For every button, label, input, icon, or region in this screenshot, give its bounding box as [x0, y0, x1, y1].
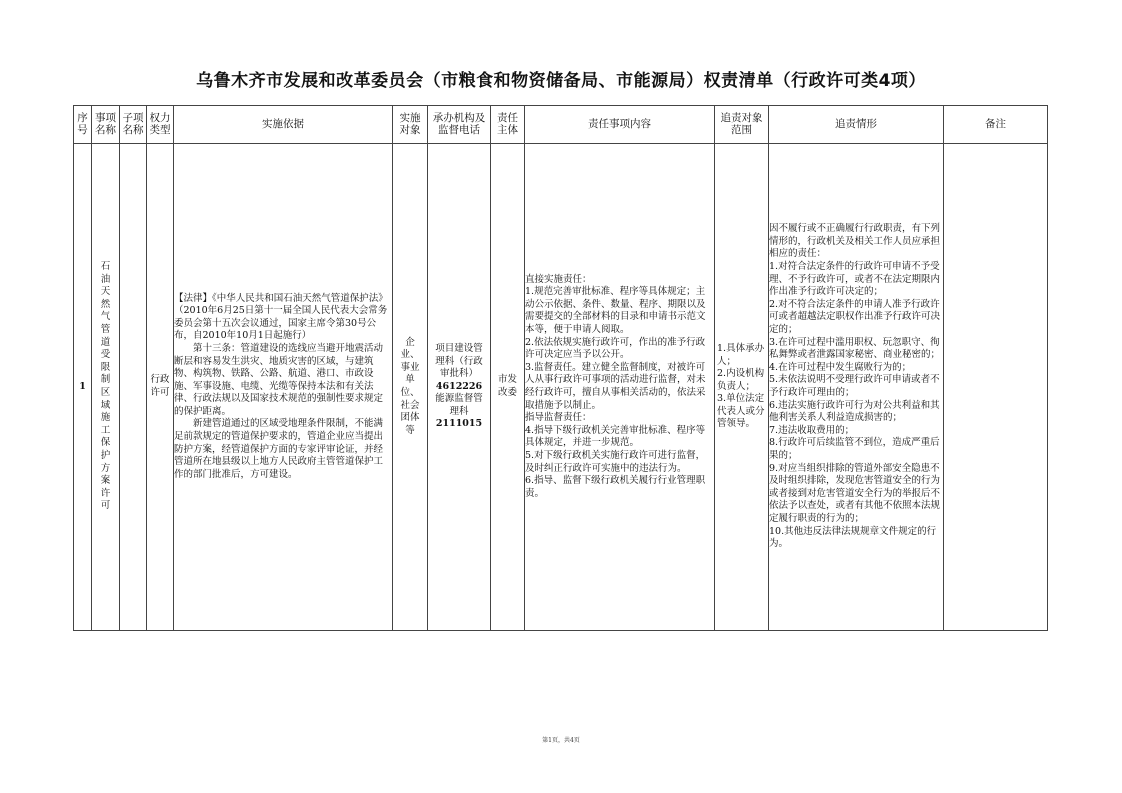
case-line: 6.违法实施行政许可行为对公共利益和其他利害关系人利益造成损害的；	[769, 399, 940, 424]
duty-line: 直接实施责任：	[525, 273, 592, 285]
header-item-name: 事项名称	[92, 106, 120, 144]
page-title: 乌鲁木齐市发展和改革委员会（市粮食和物资储备局、市能源局）权责清单（行政许可类4项）	[196, 71, 926, 91]
energy-office-name: 能源监督管理科	[435, 393, 483, 417]
cell-basis	[174, 144, 393, 631]
cell-duty-content	[525, 144, 715, 631]
duty-line: 指导监督责任：	[525, 412, 592, 424]
header-basis: 实施依据	[174, 106, 393, 144]
header-remarks: 备注	[944, 106, 1048, 144]
case-line: 10.其他违反法律法规规章文件规定的行为。	[769, 525, 937, 550]
header-accountability-scope: 追责对象范围	[715, 106, 769, 144]
cell-accountability-cases	[769, 144, 944, 631]
table-row	[74, 144, 1048, 631]
duty-line: 2.依法依规实施行政许可，作出的准予行政许可决定应当予以公开。	[525, 336, 706, 361]
cell-remarks	[944, 144, 1048, 631]
case-line: 因不履行或不正确履行行政职责，有下列情形的，行政机关及相关工作人员应承担相应的责任：	[769, 223, 941, 260]
header-sub-item-name: 子项名称	[120, 106, 147, 144]
header-accountability-cases: 追责情形	[769, 106, 944, 144]
scope-line: 3.单位法定代表人或分管领导。	[717, 393, 765, 430]
case-line: 5.未依法说明不受理行政许可申请或者不予行政许可理由的；	[769, 374, 940, 398]
case-line: 1.对符合法定条件的行政许可申请不予受理、不予行政许可，或者不在法定期限内作出准予行政许可决定的；	[769, 261, 941, 298]
cell-sub-item-name	[120, 144, 147, 631]
duty-line: 5.对下级行政机关实施行政许可进行监督，及时纠正行政许可实施中的违法行为。	[525, 449, 706, 474]
header-responsible-body: 责任主体	[491, 106, 525, 144]
case-line: 2.对不符合法定条件的申请人准予行政许可或者超越法定职权作出准予行政许可决定的；	[769, 298, 941, 336]
cell-office-phone	[428, 144, 491, 631]
cell-responsible-body: 市发改委	[491, 144, 525, 631]
basis-new-pipeline: 新建管道通过的区域受地理条件限制，不能满足前款规定的管道保护要求的，管道企业应当提出防护方案，经管道保护方面的专家评审论证，并经管道所在地县级以上地方人民政府主管管道保护工作的部门批准后，方可建设。	[174, 418, 384, 480]
header-duty-content: 责任事项内容	[525, 106, 715, 144]
case-line: 4.在许可过程中发生腐败行为的；	[769, 361, 912, 373]
scope-line: 1.具体承办人；	[717, 342, 765, 367]
cell-accountability-scope	[715, 144, 769, 631]
duty-line: 3.监督责任。建立健全监督制度，对被许可人从事行政许可事项的活动进行监督，对未经行政许可，擅自从事相关活动的，依法采取措施予以制止。	[525, 361, 706, 411]
duty-line: 4.指导下级行政机关完善审批标准、程序等具体规定，并进一步规范。	[525, 424, 706, 449]
case-line: 3.在许可过程中滥用职权、玩忽职守、徇私舞弊或者泄露国家秘密、商业秘密的；	[769, 336, 941, 361]
scope-line: 2.内设机构负责人；	[717, 368, 765, 392]
authority-list-table	[73, 105, 1048, 631]
cell-seq: 1	[74, 144, 92, 631]
basis-law: 【法律】《中华人民共和国石油天然气管道保护法》（2010年6月25日第十一届全国人民代表大会常务委员会第十五次会议通过，国家主席令第30号公布，自2010年10月1日起施行）	[174, 292, 388, 342]
office-name: 项目建设管理科（行政审批科）	[435, 342, 483, 380]
case-line: 9.对应当组织排除的管道外部安全隐患不及时组织排除，发现危害管道安全的行为或者接到对危害管道安全行为的举报后不依法予以查处，或者有其他不依照本法规定履行职责的行为的；	[769, 462, 941, 524]
header-target: 实施对象	[393, 106, 428, 144]
header-seq: 序号	[74, 106, 92, 144]
header-power-type: 权力类型	[147, 106, 174, 144]
cell-target: 企业、事业单位、社会团体等	[393, 144, 428, 631]
duty-line: 1.规范完善审批标准、程序等具体规定；主动公示依据、条件、数量、程序、期限以及需要提交的全部材料的目录和申请书示范文本等，便于申请人阅取。	[525, 286, 706, 336]
table-header-row	[74, 106, 1048, 144]
case-line: 8.行政许可后续监管不到位，造成严重后果的；	[769, 437, 940, 461]
office-phone: 4612226	[435, 380, 483, 392]
cell-item-name: 石油天然气管道受限制区域施工保护方案许可	[92, 144, 120, 631]
cell-power-type: 行政许可	[147, 144, 174, 631]
energy-office-phone: 2111015	[435, 418, 483, 430]
case-line: 7.违法收取费用的；	[769, 424, 855, 436]
basis-article-13: 第十三条：管道建设的选线应当避开地震活动断层和容易发生洪灾、地质灾害的区域，与建筑物、构筑物、铁路、公路、航道、港口、市政设施、军事设施、电缆、光缆等保持本法和有关法律、行政法规以及国家技术规范的强制性要求规定的保护距离。	[174, 342, 384, 417]
duty-line: 6.指导、监督下级行政机关履行行业管理职责。	[525, 475, 706, 499]
header-office-phone: 承办机构及监督电话	[428, 106, 491, 144]
page-number: 第1页，共4页	[542, 737, 580, 744]
